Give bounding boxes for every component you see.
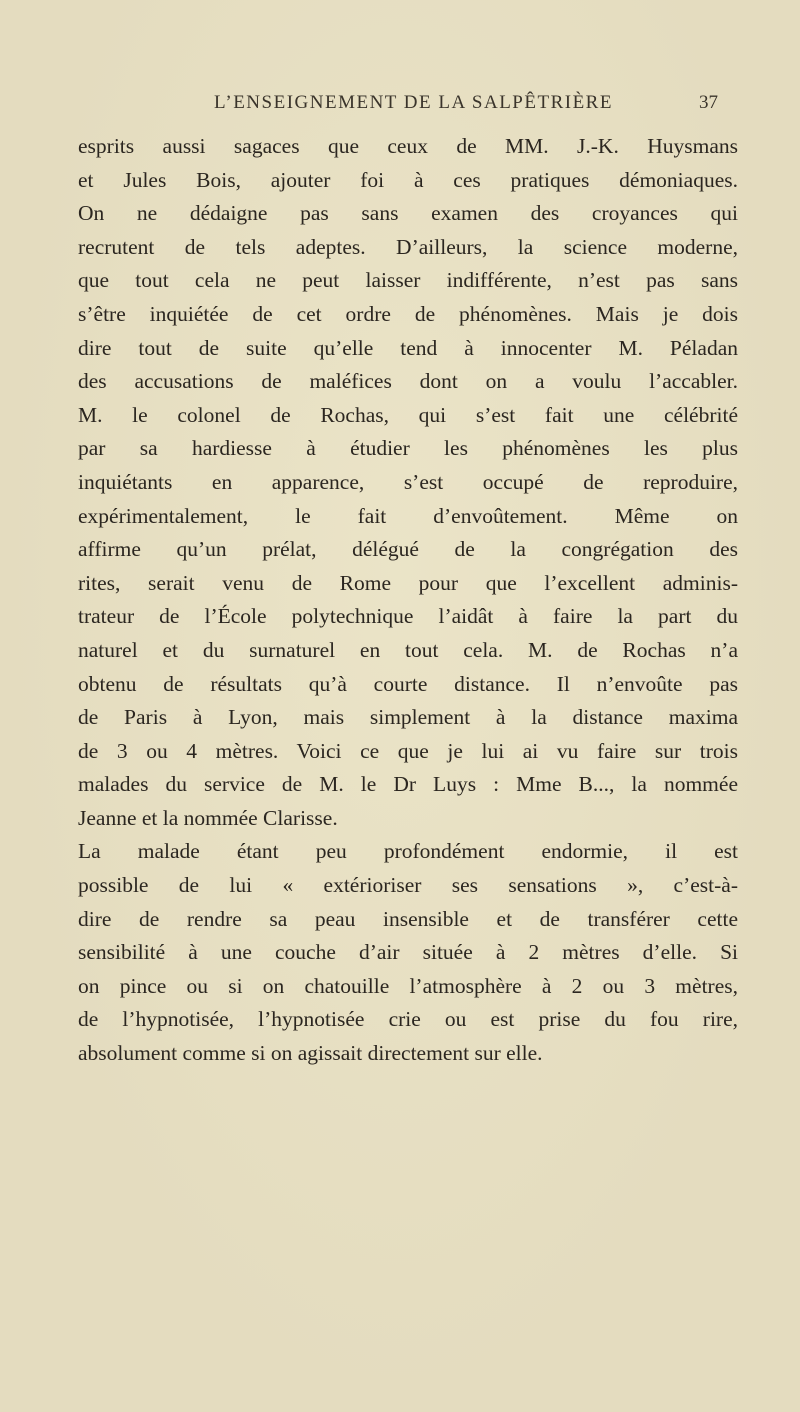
text-line: esprits aussi sagaces que ceux de MM. J.-K. Huysmans: [78, 134, 738, 158]
text-line: malades du service de M. le Dr Luys : Mme B..., la nommée: [78, 772, 738, 797]
text-line: La malade étant peu profondément endormie, il est: [78, 839, 738, 864]
text-line: sensibilité à une couche d’air située à 2 mètres d’elle. Si: [78, 940, 738, 965]
text-line: On ne dédaigne pas sans examen des croyances qui: [78, 201, 738, 226]
text-line: dire de rendre sa peau insensible et de transférer cette: [78, 906, 738, 931]
text-line: recrutent de tels adeptes. D’ailleurs, la science moderne,: [78, 234, 738, 259]
text-line: Jeanne et la nommée Clarisse.: [78, 805, 338, 830]
text-line: possible de lui « extérioriser ses sensations », c’est-à-: [78, 873, 738, 898]
text-line: absolument comme si on agissait directement sur elle.: [78, 1041, 543, 1066]
text-line: trateur de l’École polytechnique l’aidât à faire la part du: [78, 604, 738, 629]
text-line: par sa hardiesse à étudier les phénomènes les plus: [78, 436, 738, 461]
text-line: de 3 ou 4 mètres. Voici ce que je lui ai vu faire sur trois: [78, 738, 738, 763]
body-text: [78, 130, 738, 1071]
text-line: dire tout de suite qu’elle tend à innocenter M. Péladan: [78, 335, 738, 360]
text-line: de l’hypnotisée, l’hypnotisée crie ou est prise du fou rire,: [78, 1007, 738, 1032]
text-line: on pince ou si on chatouille l’atmosphère à 2 ou 3 mètres,: [78, 973, 738, 998]
text-line: de Paris à Lyon, mais simplement à la distance maxima: [78, 705, 738, 730]
text-line: obtenu de résultats qu’à courte distance. Il n’envoûte pas: [78, 671, 738, 696]
text-line: affirme qu’un prélat, délégué de la congrégation des: [78, 537, 738, 562]
page-number: 37: [699, 92, 718, 113]
text-line: des accusations de maléfices dont on a voulu l’accabler.: [78, 369, 738, 394]
text-line: naturel et du surnaturel en tout cela. M. de Rochas n’a: [78, 637, 738, 662]
running-head: [0, 92, 800, 120]
running-title: L’ENSEIGNEMENT DE LA SALPÊTRIÈRE: [214, 92, 613, 113]
text-line: inquiétants en apparence, s’est occupé de reproduire,: [78, 469, 738, 494]
text-line: s’être inquiétée de cet ordre de phénomènes. Mais je dois: [78, 301, 738, 326]
text-line: M. le colonel de Rochas, qui s’est fait une célébrité: [78, 402, 738, 427]
text-line: rites, serait venu de Rome pour que l’excellent adminis-: [78, 570, 738, 595]
text-line: expérimentalement, le fait d’envoûtement. Même on: [78, 503, 738, 528]
text-line: que tout cela ne peut laisser indifférente, n’est pas sans: [78, 268, 738, 293]
text-line: et Jules Bois, ajouter foi à ces pratiques démoniaques.: [78, 167, 738, 192]
